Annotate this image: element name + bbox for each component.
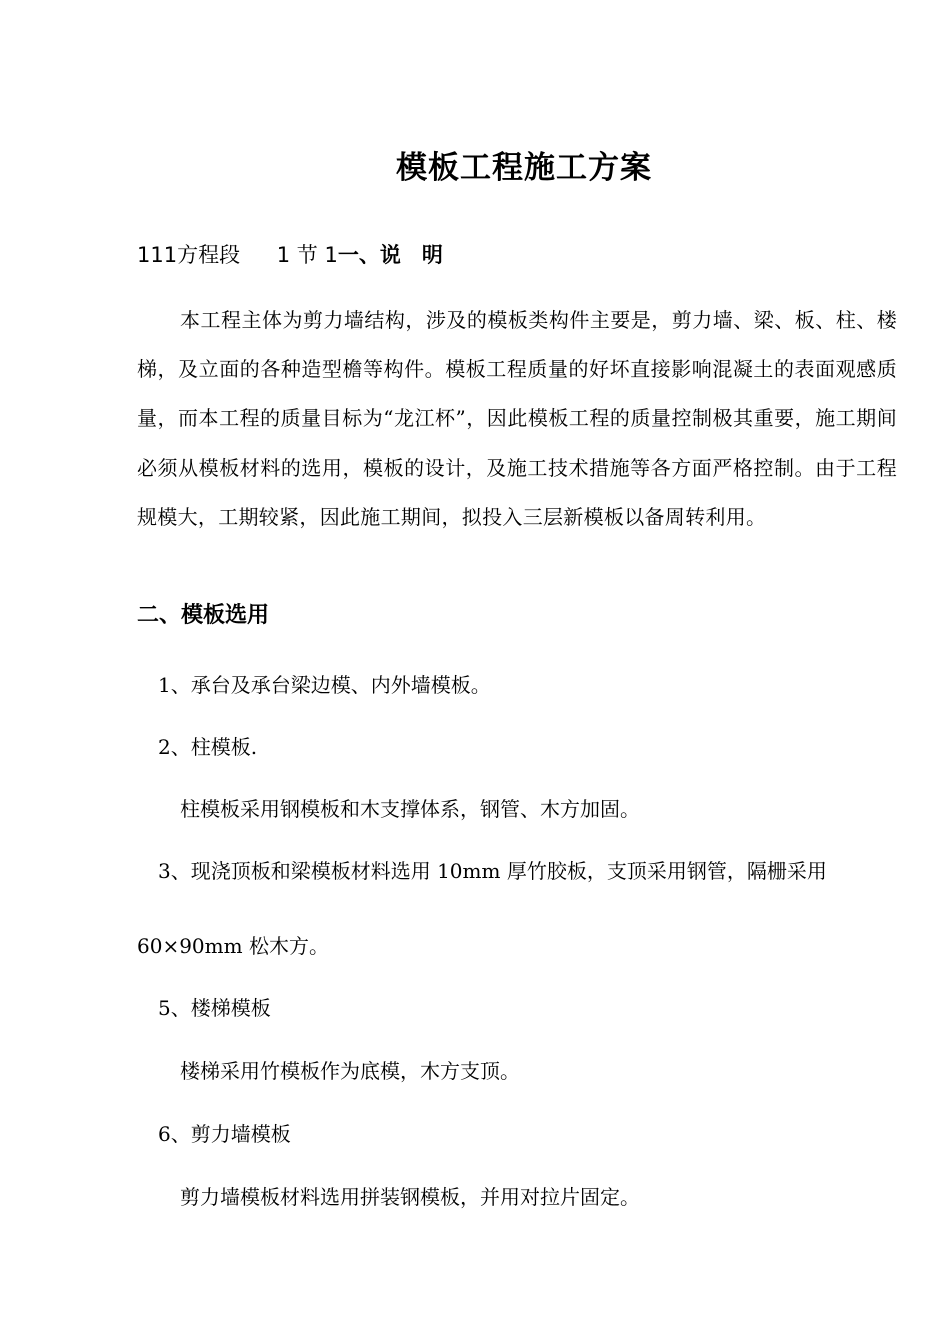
- document-title: 模板工程施工方案: [396, 150, 652, 186]
- list-item-6-detail: 剪力墙模板材料选用拼装钢模板，并用对拉片固定。: [180, 1185, 640, 1209]
- list-item-3: 3、现浇顶板和梁模板材料选用 10mm 厚竹胶板，支顶采用钢管，隔栅采用: [158, 859, 827, 883]
- list-item-6: 6、剪力墙模板: [158, 1122, 291, 1146]
- section-number-prefix: 111方程段: [137, 243, 247, 267]
- intro-paragraph: 本工程主体为剪力墙结构，涉及的模板类构件主要是，剪力墙、梁、板、柱、楼梯，及立面的各种造型檐等构件。模板工程质量的好坏直接影响混凝土的表面观感质量，而本工程的质量目标为“龙江杯”，因此模板工程的质量控制极其重要，施工期间必须从模板材料的选用，模板的设计，及施工技术措施等各方面严格控制。由于工程规模大，工期较紧，因此施工期间，拟投入三层新模板以备周转利用。: [137, 308, 897, 529]
- list-item-2-detail: 柱模板采用钢模板和木支撑体系，钢管、木方加固。: [180, 797, 640, 821]
- section-heading-2: 二、模板选用: [137, 603, 270, 628]
- list-item-1: 1、承台及承台梁边模、内外墙模板。: [158, 673, 491, 697]
- section-node-marker: 1 节 1: [276, 243, 338, 267]
- list-item-2: 2、柱模板.: [158, 735, 258, 759]
- list-item-5-detail: 楼梯采用竹模板作为底模，木方支顶。: [180, 1059, 520, 1083]
- section-heading-1: [137, 239, 443, 269]
- list-item-5: 5、楼梯模板: [158, 996, 271, 1020]
- section-heading-label: 一、说 明: [337, 243, 443, 267]
- list-item-3-continuation: 60×90mm 松木方。: [137, 934, 329, 958]
